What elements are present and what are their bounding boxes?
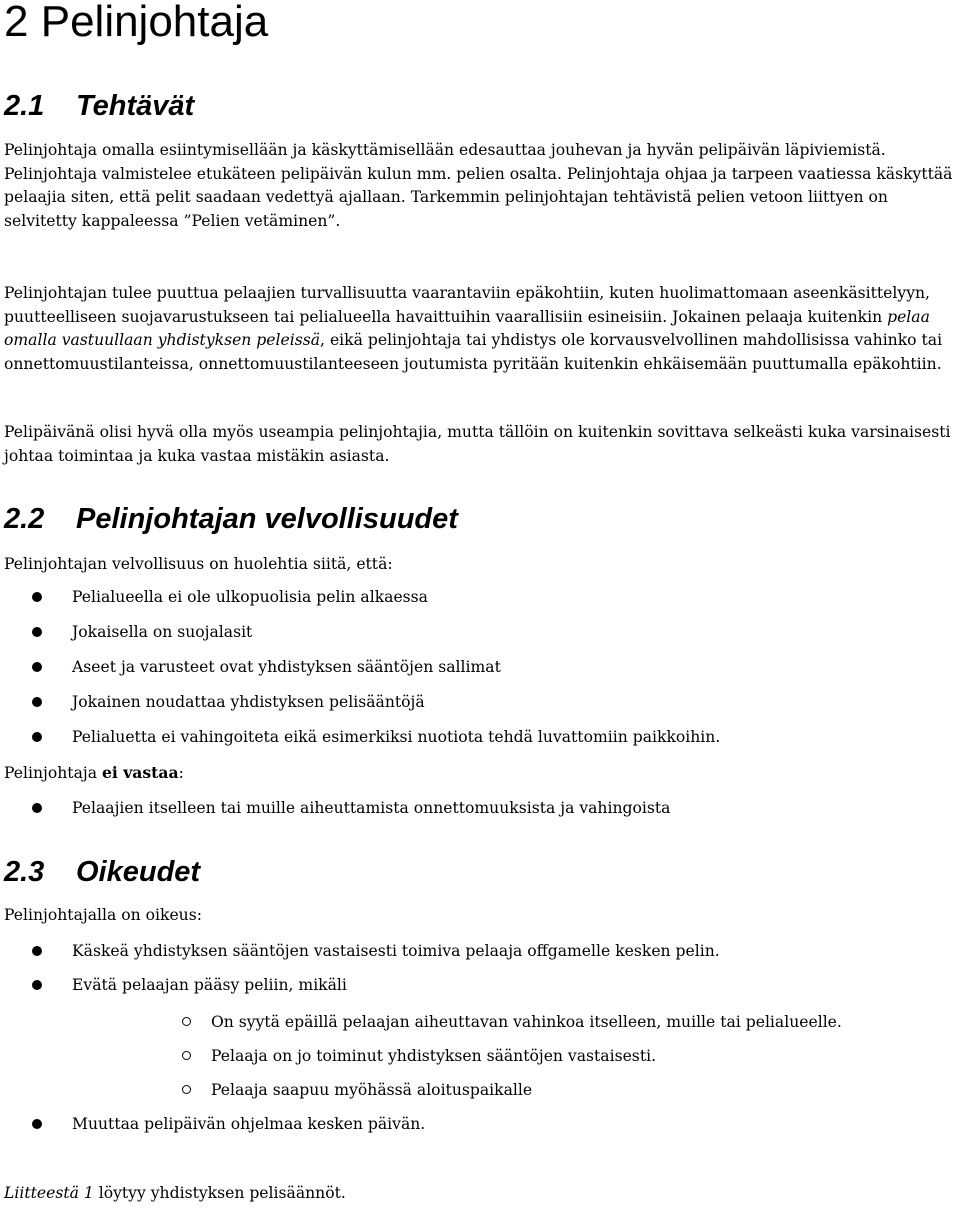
- not-responsible-intro: Pelinjohtaja ei vastaa:: [4, 763, 184, 782]
- footer-note: Liitteestä 1 löytyy yhdistyksen pelisäännöt.: [4, 1184, 346, 1202]
- tasks-paragraph-1: Pelinjohtaja omalla esiintymisellään ja käskyttämisellään edesauttaa jouhevan ja hyvän pelipäivän läpiviemistä. Pelinjohtaja valmistelee etukäteen pelipäivän kulun mm. pelien osalta. Pelinjohtaja ohjaa ja tarpeen vaatiessa käskyttää pelaajia siten, että pelit saadaan vedettyä ajallaan. Tarkemmin pelinjohtajan tehtävistä pelien vetoon liittyen on selvitetty kappaleessa ”Pelien vetäminen”.: [4, 141, 953, 230]
- chapter-title: Pelinjohtaja: [40, 0, 269, 46]
- emphasis-text: pelaa omalla vastuullaan yhdistyksen peleissä: [4, 307, 930, 349]
- bullet-icon: [32, 627, 42, 637]
- section-heading-duties: [4, 503, 458, 535]
- tasks-paragraph-3: Pelipäivänä olisi hyvä olla myös useampia pelinjohtajia, mutta tällöin on kuitenkin sovittava selkeästi kuka varsinaisesti johtaa toimintaa ja kuka vastaa mistäkin asiasta.: [4, 423, 951, 465]
- section-number: 2.3: [4, 856, 45, 888]
- bullet-icon: [32, 980, 42, 990]
- bullet-icon: [32, 803, 42, 813]
- section-number: 2.1: [4, 90, 45, 122]
- chapter-number: 2: [4, 0, 29, 46]
- section-heading-rights: [4, 856, 200, 888]
- rights-intro: Pelinjohtajalla on oikeus:: [4, 906, 202, 924]
- chapter-heading: [4, 0, 268, 44]
- section-title: Oikeudet: [76, 856, 201, 888]
- bullet-icon: [32, 732, 42, 742]
- bullet-icon: [32, 592, 42, 602]
- circle-bullet-icon: [182, 1051, 191, 1060]
- bullet-icon: [32, 946, 42, 956]
- bullet-icon: [32, 662, 42, 672]
- section-title: Tehtävät: [76, 90, 195, 122]
- bullet-icon: [32, 1119, 42, 1129]
- section-number: 2.2: [4, 503, 45, 535]
- circle-bullet-icon: [182, 1085, 191, 1094]
- section-title: Pelinjohtajan velvollisuudet: [76, 503, 458, 535]
- appendix-link[interactable]: Liitteestä 1: [4, 1184, 94, 1202]
- bold-text: ei vastaa: [101, 763, 179, 782]
- section-heading-tasks: [4, 90, 194, 122]
- bullet-icon: [32, 697, 42, 707]
- duties-intro: Pelinjohtajan velvollisuus on huolehtia siitä, että:: [4, 555, 393, 573]
- circle-bullet-icon: [182, 1017, 191, 1026]
- tasks-paragraph-2: Pelinjohtajan tulee puuttua pelaajien turvallisuutta vaarantaviin epäkohtiin, kuten huolimattomaan aseenkäsittelyyn, puutteelliseen suojavarustukseen tai pelialueella havaittuihin vaarallisiin esineisiin. Jokainen pelaaja kuitenkin pelaa omalla vastuullaan yhdistyksen peleissä, eikä pelinjohtaja tai yhdistys ole korvausvelvollinen mahdollisissa vahinko tai onnettomuustilanteissa, onnettomuustilanteeseen joutumista pyritään kuitenkin ehkäisemään puuttumalla epäkohtiin.: [4, 284, 943, 373]
